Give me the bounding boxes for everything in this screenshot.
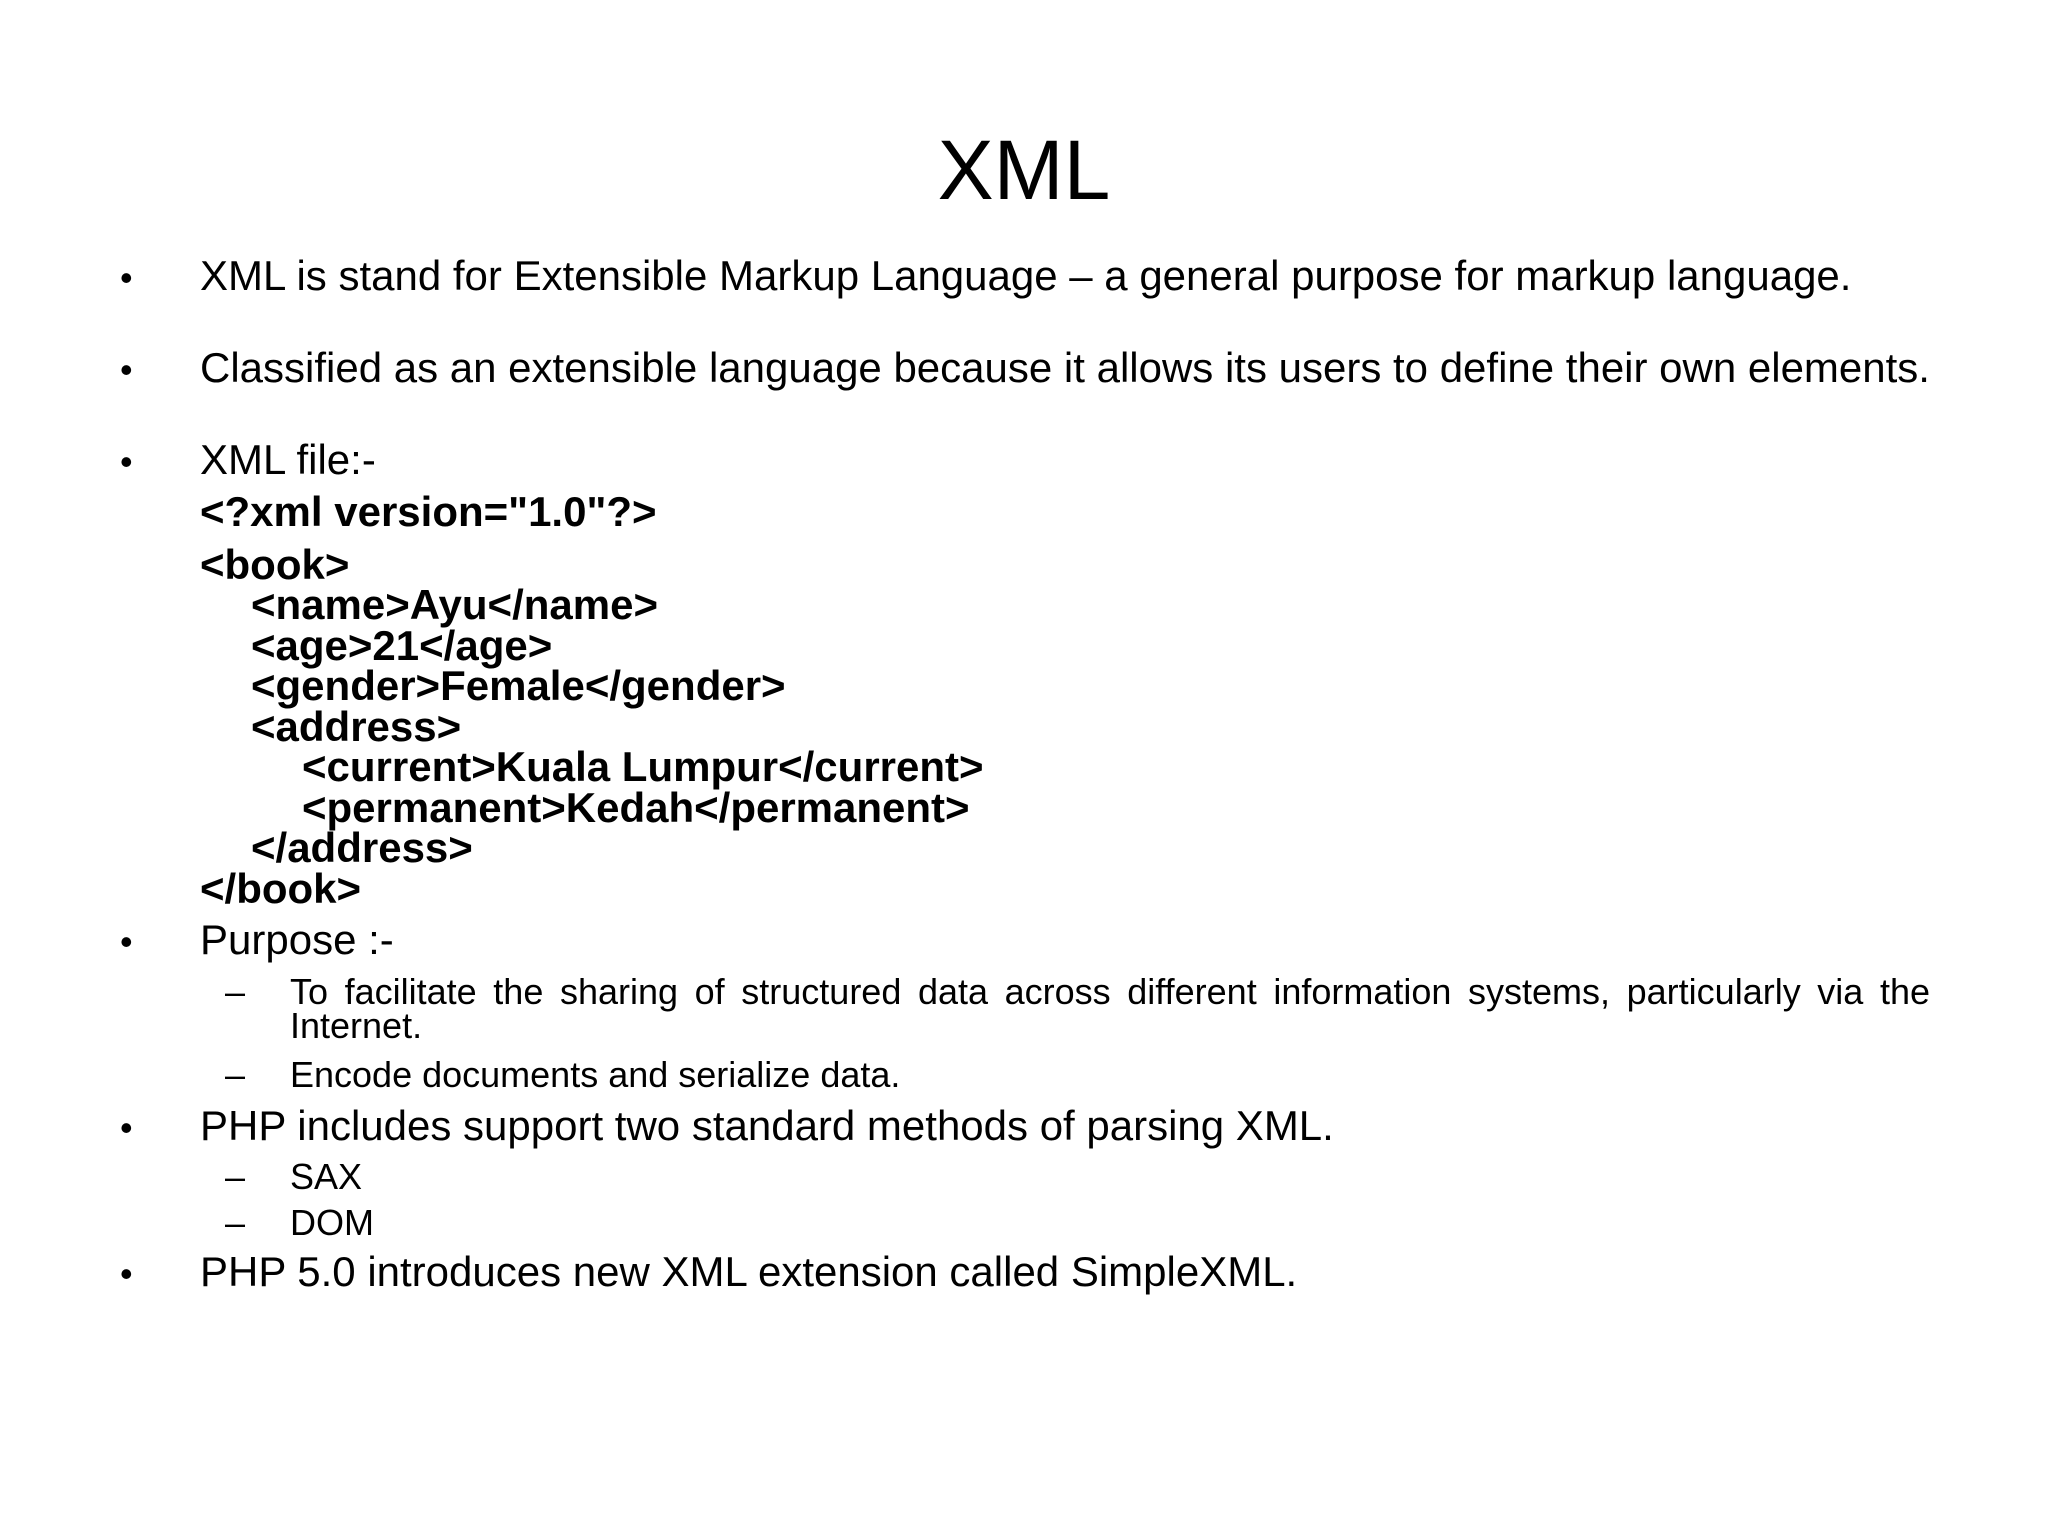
sub-bullet-marker: – bbox=[225, 1202, 246, 1243]
bullet-marker: • bbox=[120, 441, 133, 482]
slide-title: XML bbox=[937, 123, 1111, 217]
bullet-xml-file: XML file:- bbox=[200, 436, 376, 483]
bullet-purpose: Purpose :- bbox=[200, 916, 394, 963]
code-line-address-close: </address> bbox=[251, 824, 473, 871]
bullet-marker: • bbox=[120, 349, 133, 390]
code-line-age: <age>21</age> bbox=[251, 622, 553, 669]
code-line-declaration: <?xml version="1.0"?> bbox=[200, 488, 657, 535]
sub-bullet-sharing: To facilitate the sharing of structured data across different information systems, particularly via the Internet. bbox=[290, 971, 1930, 1046]
code-line-book-close: </book> bbox=[200, 865, 362, 912]
bullet-xml-definition: XML is stand for Extensible Markup Language – a general purpose for markup language. bbox=[200, 252, 1852, 299]
code-line-name: <name>Ayu</name> bbox=[251, 581, 658, 628]
bullet-marker: • bbox=[120, 257, 133, 298]
sub-bullet-encode: Encode documents and serialize data. bbox=[290, 1054, 901, 1095]
sub-bullet-marker: – bbox=[225, 1054, 246, 1095]
sub-bullet-marker: – bbox=[225, 971, 246, 1012]
code-line-permanent: <permanent>Kedah</permanent> bbox=[302, 784, 970, 831]
code-line-address-open: <address> bbox=[251, 703, 462, 750]
code-line-current: <current>Kuala Lumpur</current> bbox=[302, 743, 984, 790]
sub-bullet-dom: DOM bbox=[290, 1202, 374, 1243]
sub-bullet-sax: SAX bbox=[290, 1156, 363, 1197]
bullet-extensible: Classified as an extensible language because it allows its users to define their own elements. bbox=[200, 344, 1930, 391]
sub-bullet-marker: – bbox=[225, 1156, 246, 1197]
code-line-book-open: <book> bbox=[200, 541, 350, 588]
code-line-gender: <gender>Female</gender> bbox=[251, 662, 786, 709]
bullet-simplexml: PHP 5.0 introduces new XML extension called SimpleXML. bbox=[200, 1248, 1298, 1295]
bullet-php-parsing: PHP includes support two standard methods of parsing XML. bbox=[200, 1102, 1334, 1149]
bullet-marker: • bbox=[120, 1253, 133, 1294]
bullet-marker: • bbox=[120, 921, 133, 962]
bullet-marker: • bbox=[120, 1107, 133, 1148]
